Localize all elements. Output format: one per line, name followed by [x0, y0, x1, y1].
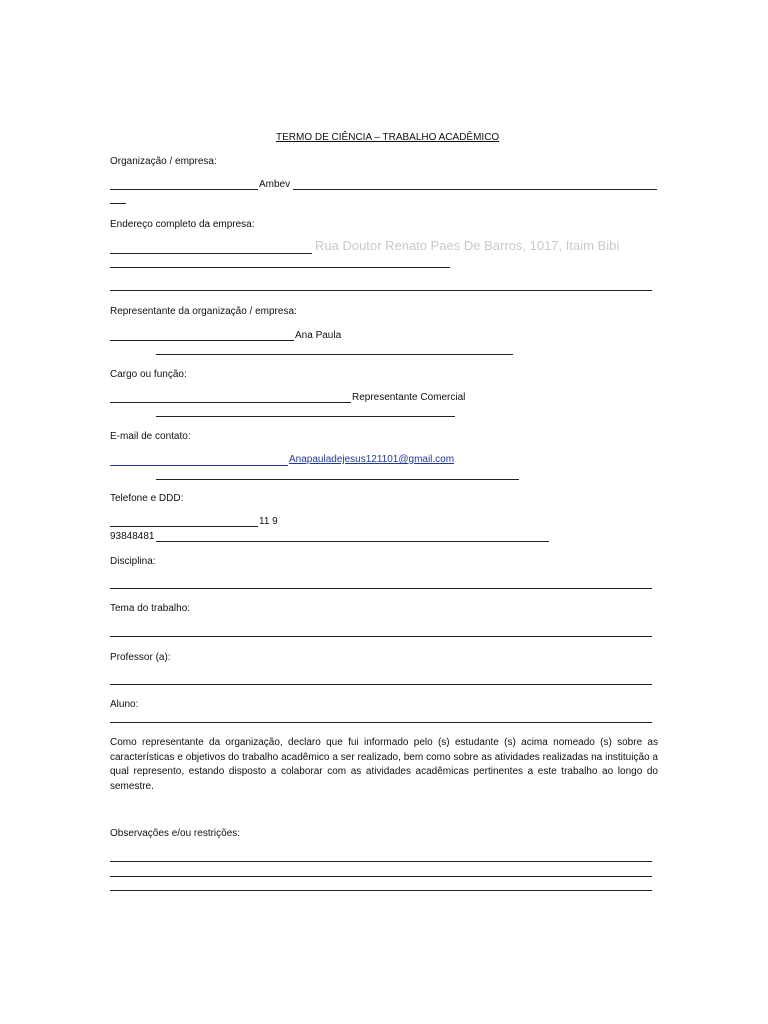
- telefone-line-1: [110, 526, 258, 527]
- endereco-line-3: [110, 290, 652, 291]
- endereco-value[interactable]: Rua Doutor Renato Paes De Barros, 1017, Itaim Bibi: [315, 238, 620, 253]
- observacoes-line-1[interactable]: [110, 861, 652, 862]
- email-value[interactable]: Anapauladejesus121101@gmail.com: [289, 454, 455, 465]
- representante-line-2: [156, 354, 513, 355]
- cargo-line-2: [156, 416, 455, 417]
- email-line-2: [156, 479, 519, 480]
- observacoes-label: Observações e/ou restrições:: [110, 828, 241, 839]
- endereco-line-2: [110, 267, 450, 268]
- organizacao-line-1: [110, 189, 258, 190]
- email-line-1: [110, 465, 288, 466]
- disciplina-line[interactable]: [110, 588, 652, 589]
- disciplina-label: Disciplina:: [110, 556, 156, 567]
- aluno-line[interactable]: [110, 722, 652, 723]
- professor-line[interactable]: [110, 684, 652, 685]
- observacoes-line-2[interactable]: [110, 876, 652, 877]
- tema-label: Tema do trabalho:: [110, 603, 191, 614]
- aluno-label: Aluno:: [110, 699, 139, 710]
- representante-label: Representante da organização / empresa:: [110, 306, 297, 317]
- tema-line[interactable]: [110, 636, 652, 637]
- cargo-line-1: [110, 402, 351, 403]
- endereco-label: Endereço completo da empresa:: [110, 219, 255, 230]
- telefone-line-2: [156, 541, 549, 542]
- cargo-label: Cargo ou função:: [110, 369, 187, 380]
- observacoes-line-3[interactable]: [110, 890, 652, 891]
- professor-label: Professor (a):: [110, 652, 171, 663]
- representante-line-1: [110, 340, 294, 341]
- organizacao-line-3: [110, 203, 126, 204]
- email-label: E-mail de contato:: [110, 431, 191, 442]
- organizacao-line-2: [293, 189, 657, 190]
- endereco-line-1: [110, 253, 312, 254]
- telefone-label: Telefone e DDD:: [110, 493, 184, 504]
- organizacao-value[interactable]: Ambev: [259, 179, 291, 190]
- representante-value[interactable]: Ana Paula: [295, 330, 342, 341]
- cargo-value[interactable]: Representante Comercial: [352, 392, 466, 403]
- organizacao-label: Organização / empresa:: [110, 156, 217, 167]
- telefone-value-1[interactable]: 11 9: [259, 516, 278, 527]
- document-title: TERMO DE CIÊNCIA – TRABALHO ACADÊMICO: [276, 132, 500, 143]
- declaration-paragraph: Como representante da organização, declaro que fui informado pelo (s) estudante (s) acima nomeado (s) sobre as características e objetivos do trabalho acadêmico a ser realizado, bem como sobre as atividades realizadas na instituição a qual represento, estando disposto a colaborar com as atividades acadêmicas pertinentes a este trabalho ao longo do semestre.: [110, 737, 658, 792]
- telefone-value-2[interactable]: 93848481: [110, 531, 155, 542]
